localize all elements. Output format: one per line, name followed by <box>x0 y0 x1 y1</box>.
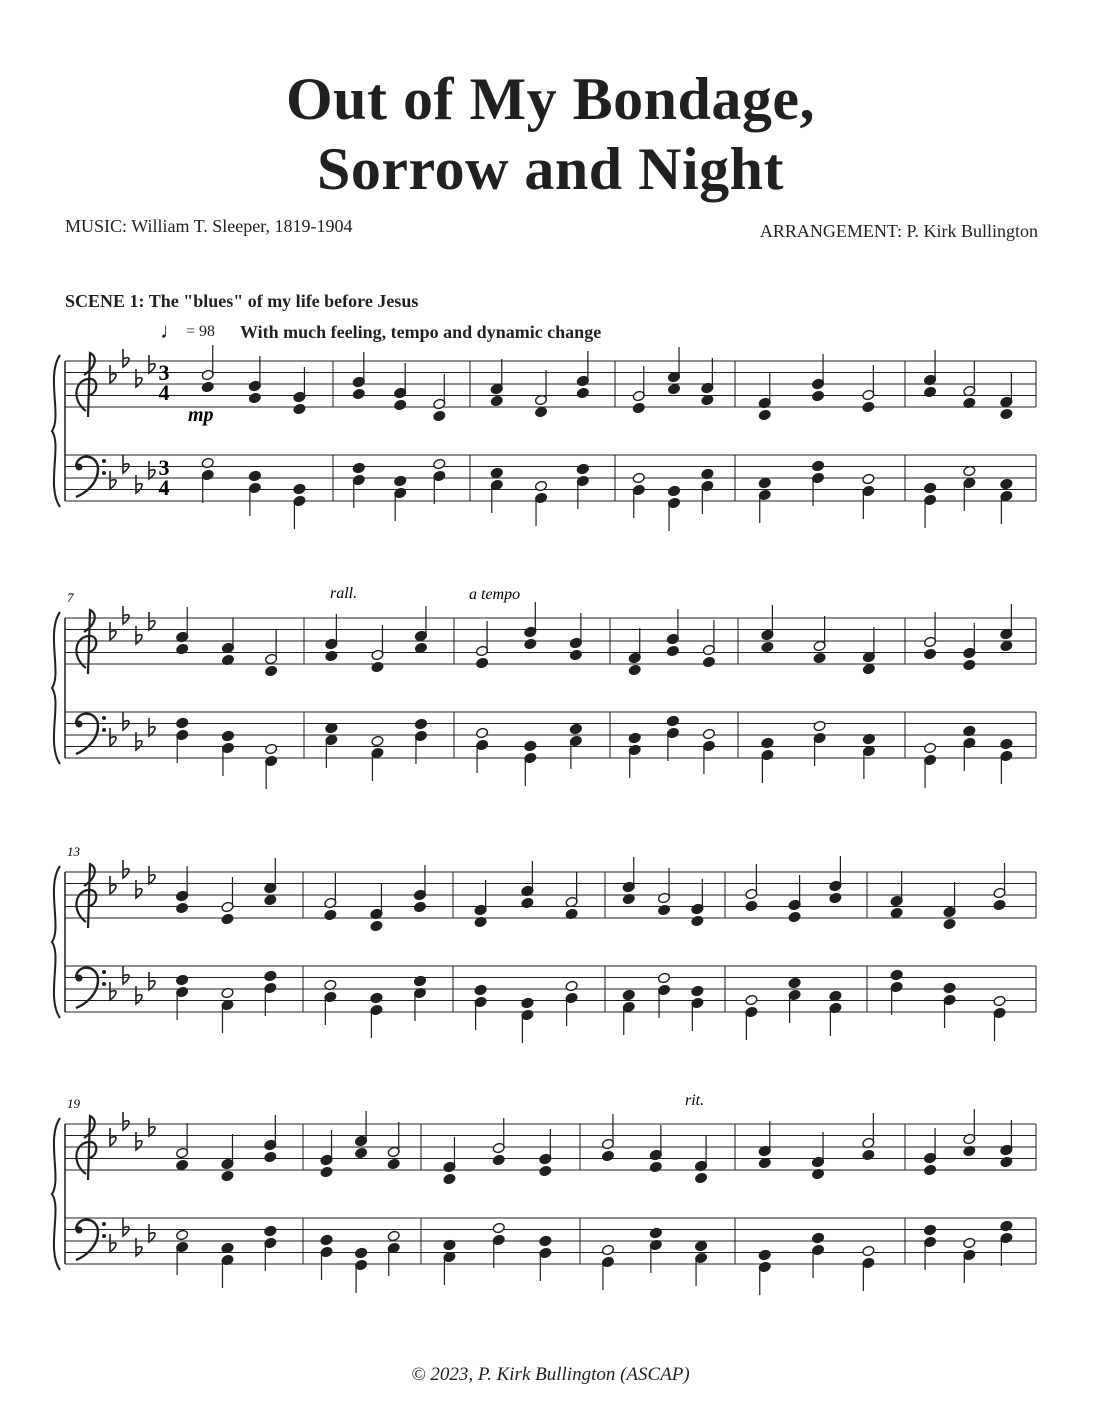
note-head <box>862 1149 875 1161</box>
measure-number-7: 7 <box>67 590 74 605</box>
flat-icon <box>149 972 155 990</box>
flat-icon <box>149 866 155 884</box>
bass-clef-icon <box>76 714 98 754</box>
note-head <box>443 1173 456 1185</box>
expression-marking: With much feeling, tempo and dynamic change <box>240 322 602 342</box>
note-head <box>565 980 578 992</box>
flat-icon <box>110 471 116 489</box>
bass-clef-dot <box>102 459 106 463</box>
bass-clef-icon <box>76 457 98 497</box>
flat-icon <box>149 1118 155 1136</box>
note-head <box>761 641 774 653</box>
brace <box>52 1118 60 1270</box>
note-head <box>352 388 365 400</box>
note-head <box>352 462 365 474</box>
note-head <box>811 1232 824 1244</box>
note-head <box>745 994 758 1006</box>
flat-icon <box>149 718 155 736</box>
note-head <box>576 387 589 399</box>
note-head <box>923 742 936 754</box>
note-head <box>923 648 936 660</box>
note-head <box>758 1249 771 1261</box>
note-head <box>1000 478 1013 490</box>
note-head <box>324 909 337 921</box>
flat-icon <box>123 1218 129 1236</box>
flat-icon <box>149 461 155 479</box>
note-head <box>201 381 214 393</box>
note-head <box>221 913 234 925</box>
note-head <box>539 1165 552 1177</box>
note-head <box>371 735 384 747</box>
bass-clef-dot <box>102 970 106 974</box>
note-head <box>811 390 824 402</box>
rit-marking: rit. <box>685 1092 705 1109</box>
note-head <box>632 472 645 484</box>
bass-clef-dot <box>102 716 106 720</box>
bass-clef-icon <box>76 1220 98 1260</box>
note-head <box>370 920 383 932</box>
bass-clef-dot <box>76 975 83 982</box>
measure-number-19: 19 <box>67 1096 80 1111</box>
note-head <box>745 900 758 912</box>
note-head <box>264 1151 277 1163</box>
note-head <box>534 406 547 418</box>
note-head <box>601 1150 614 1162</box>
note-head <box>811 460 824 472</box>
flat-icon <box>110 1234 116 1252</box>
note-head <box>862 401 875 413</box>
note-head <box>176 1229 189 1241</box>
note-head <box>628 732 641 744</box>
note-head <box>576 463 589 475</box>
note-head <box>923 1224 936 1236</box>
note-head <box>758 409 771 421</box>
flat-icon <box>123 712 129 730</box>
note-head <box>1000 640 1013 652</box>
flat-icon <box>110 1128 116 1146</box>
note-head <box>829 892 842 904</box>
flat-icon <box>110 982 116 1000</box>
note-head <box>569 723 582 735</box>
note-head <box>923 482 936 494</box>
flat-icon <box>123 966 129 984</box>
flat-icon <box>123 349 129 367</box>
note-head <box>534 480 547 492</box>
bass-clef-dot <box>102 728 106 732</box>
note-head <box>890 969 903 981</box>
note-head <box>694 1172 707 1184</box>
note-head <box>354 1147 367 1159</box>
note-head <box>325 650 338 662</box>
note-head <box>264 970 277 982</box>
note-head <box>632 402 645 414</box>
page-title-line2: Sorrow and Night <box>317 136 784 202</box>
note-head <box>264 894 277 906</box>
brace <box>52 355 60 507</box>
note-head <box>492 1222 505 1234</box>
note-head <box>758 477 771 489</box>
note-head <box>923 1164 936 1176</box>
note-head <box>702 656 715 668</box>
scene-heading: SCENE 1: The "blues" of my life before Jesus <box>65 291 419 311</box>
note-head <box>371 661 384 673</box>
note-head <box>657 904 670 916</box>
note-head <box>387 1158 400 1170</box>
note-head <box>963 659 976 671</box>
note-head <box>667 383 680 395</box>
note-head <box>521 997 534 1009</box>
flat-icon <box>123 1112 129 1130</box>
note-head <box>387 1230 400 1242</box>
flat-icon <box>123 860 129 878</box>
note-head <box>490 395 503 407</box>
note-head <box>413 901 426 913</box>
flat-icon <box>110 728 116 746</box>
note-head <box>788 911 801 923</box>
note-head <box>354 1247 367 1259</box>
flat-icon <box>149 1224 155 1242</box>
note-head <box>413 975 426 987</box>
note-head <box>201 457 214 469</box>
note-head <box>813 720 826 732</box>
brace <box>52 612 60 764</box>
note-head <box>265 665 278 677</box>
music-credit: MUSIC: William T. Sleeper, 1819-1904 <box>65 216 353 236</box>
note-head <box>601 1244 614 1256</box>
note-head <box>788 977 801 989</box>
note-head <box>474 984 487 996</box>
note-head <box>539 1235 552 1247</box>
note-head <box>1000 408 1013 420</box>
staff-system <box>52 606 1036 764</box>
flat-icon <box>110 876 116 894</box>
note-head <box>628 664 641 676</box>
note-head <box>657 972 670 984</box>
bass-clef-dot <box>102 1234 106 1238</box>
bass-clef-icon <box>76 968 98 1008</box>
tempo-value: = 98 <box>186 323 216 340</box>
note-head <box>176 1159 189 1171</box>
note-head <box>524 638 537 650</box>
note-head <box>691 985 704 997</box>
notes-layer <box>176 345 1013 1295</box>
bass-clef-dot <box>102 982 106 986</box>
note-head <box>221 730 234 742</box>
note-head <box>667 485 680 497</box>
note-head <box>943 918 956 930</box>
bass-clef-dot <box>102 1222 106 1226</box>
staff-system <box>52 860 1036 1018</box>
note-head <box>649 1227 662 1239</box>
note-head <box>176 717 189 729</box>
time-signature-bass-top: 3 <box>158 455 170 480</box>
copyright-notice: © 2023, P. Kirk Bullington (ASCAP) <box>411 1364 690 1385</box>
note-head <box>569 649 582 661</box>
note-head <box>649 1161 662 1173</box>
page-title-line1: Out of My Bondage, <box>285 66 816 132</box>
brace <box>52 866 60 1018</box>
note-head <box>993 899 1006 911</box>
note-head <box>1000 738 1013 750</box>
note-head <box>666 715 679 727</box>
note-head <box>414 718 427 730</box>
note-head <box>394 399 407 411</box>
rall-marking: rall. <box>330 585 358 602</box>
a-tempo-marking: a tempo <box>469 586 521 603</box>
staff-system <box>52 1112 1036 1270</box>
flat-icon <box>110 365 116 383</box>
note-head <box>490 467 503 479</box>
note-head <box>370 992 383 1004</box>
note-head <box>475 657 488 669</box>
flat-icon <box>149 355 155 373</box>
note-head <box>176 902 189 914</box>
note-head <box>176 974 189 986</box>
note-head <box>862 1245 875 1257</box>
quarter-note-icon: ♩ <box>160 318 182 343</box>
note-head <box>320 1166 333 1178</box>
note-head <box>1000 1156 1013 1168</box>
dynamic-mp: mp <box>188 404 214 426</box>
note-head <box>993 995 1006 1007</box>
flat-icon <box>123 455 129 473</box>
bass-clef-dot <box>76 464 83 471</box>
note-head <box>862 663 875 675</box>
flat-icon <box>149 612 155 630</box>
time-signature-treble-bottom: 4 <box>158 380 170 405</box>
note-head <box>521 897 534 909</box>
note-head <box>320 1234 333 1246</box>
note-head <box>923 386 936 398</box>
note-head <box>890 907 903 919</box>
time-signature-treble-top: 3 <box>158 360 170 385</box>
note-head <box>394 475 407 487</box>
flat-icon <box>110 622 116 640</box>
note-head <box>943 982 956 994</box>
note-head <box>176 643 189 655</box>
bass-clef-dot <box>76 1227 83 1234</box>
note-head <box>694 1240 707 1252</box>
note-head <box>433 458 446 470</box>
note-head <box>265 743 278 755</box>
note-head <box>293 403 306 415</box>
note-head <box>492 1154 505 1166</box>
note-head <box>1000 1220 1013 1232</box>
note-head <box>248 470 261 482</box>
note-head <box>524 740 537 752</box>
time-signature-bass-bottom: 4 <box>158 475 170 500</box>
flat-icon <box>123 606 129 624</box>
note-head <box>293 483 306 495</box>
measure-number-13: 13 <box>67 844 80 859</box>
note-head <box>221 1170 234 1182</box>
note-head <box>248 392 261 404</box>
note-head <box>475 727 488 739</box>
note-head <box>963 1237 976 1249</box>
note-head <box>761 737 774 749</box>
note-head <box>264 1225 277 1237</box>
note-head <box>666 645 679 657</box>
arrangement-credit: ARRANGEMENT: P. Kirk Bullington <box>759 221 1038 241</box>
bass-clef-dot <box>76 721 83 728</box>
bass-clef-dot <box>102 471 106 475</box>
note-head <box>862 473 875 485</box>
note-head <box>622 989 635 1001</box>
note-head <box>702 728 715 740</box>
note-head <box>691 915 704 927</box>
note-head <box>433 410 446 422</box>
note-head <box>813 652 826 664</box>
